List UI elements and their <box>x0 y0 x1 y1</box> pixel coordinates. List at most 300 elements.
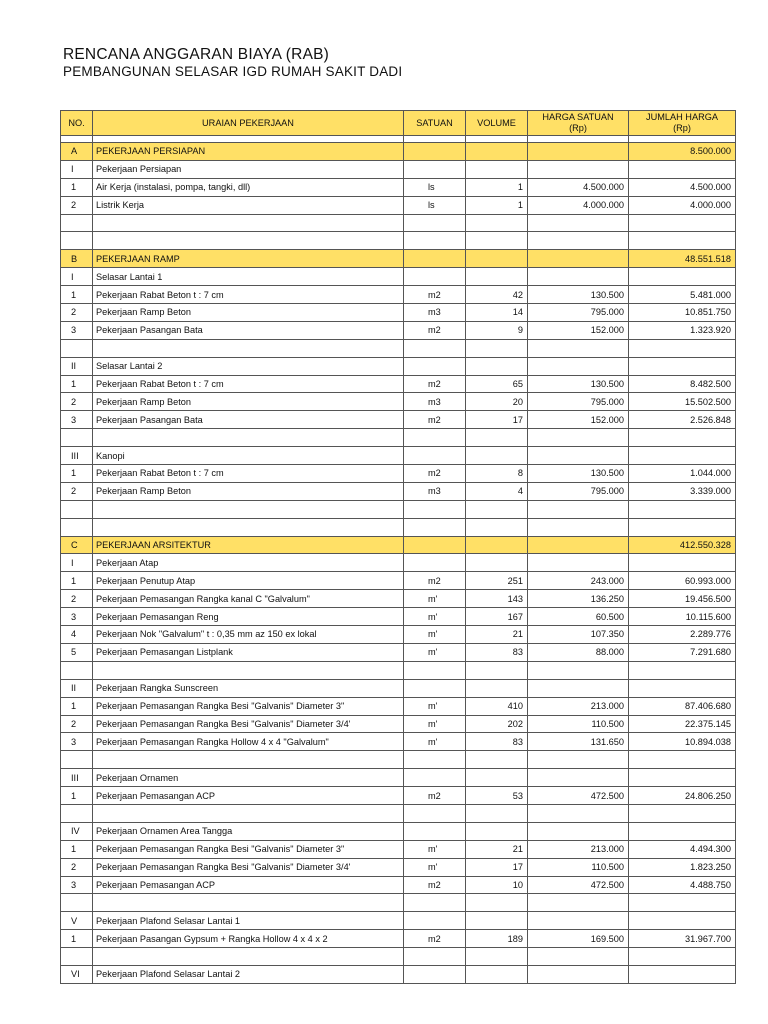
row-description: Pekerjaan Pemasangan Rangka Besi "Galvanis" Diameter 3" <box>93 840 404 858</box>
row-no: 1 <box>61 697 93 715</box>
row-no: 1 <box>61 787 93 805</box>
row-volume: 53 <box>466 787 528 805</box>
row-no <box>61 500 93 518</box>
row-unit: m3 <box>404 482 466 500</box>
group-row <box>61 912 736 930</box>
row-no: 2 <box>61 196 93 214</box>
row-description: Pekerjaan Pemasangan Rangka Besi "Galvanis" Diameter 3/4' <box>93 715 404 733</box>
row-description: PEKERJAAN ARSITEKTUR <box>93 536 404 554</box>
row-volume <box>466 536 528 554</box>
table-row <box>61 321 736 339</box>
row-no: 3 <box>61 411 93 429</box>
table-row <box>61 608 736 626</box>
table-row <box>61 411 736 429</box>
row-unit-price <box>528 912 629 930</box>
row-volume: 42 <box>466 286 528 304</box>
row-unit-price <box>528 536 629 554</box>
table-row <box>61 590 736 608</box>
row-unit-price: 4.000.000 <box>528 196 629 214</box>
row-unit-price <box>528 661 629 679</box>
row-unit: m2 <box>404 572 466 590</box>
row-no <box>61 232 93 250</box>
table-row <box>61 178 736 196</box>
blank-row <box>61 429 736 447</box>
row-unit-price <box>528 339 629 357</box>
row-total: 60.993.000 <box>629 572 736 590</box>
row-total: 1.044.000 <box>629 465 736 483</box>
row-total <box>629 751 736 769</box>
row-unit: m' <box>404 733 466 751</box>
row-description <box>93 894 404 912</box>
blank-row <box>61 751 736 769</box>
blank-row <box>61 339 736 357</box>
row-volume <box>466 214 528 232</box>
row-unit-price <box>528 554 629 572</box>
row-volume: 167 <box>466 608 528 626</box>
row-volume: 83 <box>466 733 528 751</box>
row-volume <box>466 769 528 787</box>
row-no: 4 <box>61 626 93 644</box>
row-total: 19.456.500 <box>629 590 736 608</box>
row-unit-price: 107.350 <box>528 626 629 644</box>
row-unit: m' <box>404 608 466 626</box>
row-description: Pekerjaan Pemasangan ACP <box>93 787 404 805</box>
row-unit: m' <box>404 858 466 876</box>
row-volume: 17 <box>466 411 528 429</box>
row-unit: m2 <box>404 286 466 304</box>
header-jumlah-harga <box>629 111 736 136</box>
header-volume: VOLUME <box>466 111 528 136</box>
row-unit-price <box>528 894 629 912</box>
row-unit-price: 136.250 <box>528 590 629 608</box>
row-no <box>61 751 93 769</box>
row-volume: 14 <box>466 304 528 322</box>
row-unit-price: 130.500 <box>528 375 629 393</box>
row-no <box>61 214 93 232</box>
row-unit-price: 169.500 <box>528 930 629 948</box>
row-volume: 1 <box>466 196 528 214</box>
row-volume <box>466 679 528 697</box>
row-volume <box>466 429 528 447</box>
row-total: 8.500.000 <box>629 143 736 161</box>
row-volume: 83 <box>466 643 528 661</box>
row-no: II <box>61 679 93 697</box>
group-row <box>61 447 736 465</box>
row-no: 5 <box>61 643 93 661</box>
row-unit <box>404 769 466 787</box>
row-unit-price <box>528 518 629 536</box>
row-unit-price <box>528 965 629 983</box>
table-row <box>61 876 736 894</box>
row-unit-price <box>528 769 629 787</box>
row-no: VI <box>61 965 93 983</box>
row-volume <box>466 160 528 178</box>
row-unit <box>404 160 466 178</box>
row-no: B <box>61 250 93 268</box>
row-total <box>629 769 736 787</box>
row-unit <box>404 500 466 518</box>
row-total: 22.375.145 <box>629 715 736 733</box>
row-description <box>93 948 404 966</box>
row-unit: m2 <box>404 930 466 948</box>
row-unit-price: 110.500 <box>528 715 629 733</box>
row-description: Pekerjaan Plafond Selasar Lantai 1 <box>93 912 404 930</box>
row-total: 87.406.680 <box>629 697 736 715</box>
row-no: 1 <box>61 465 93 483</box>
row-total: 15.502.500 <box>629 393 736 411</box>
row-unit <box>404 214 466 232</box>
row-volume: 8 <box>466 465 528 483</box>
row-unit: m' <box>404 715 466 733</box>
group-row <box>61 769 736 787</box>
row-total <box>629 429 736 447</box>
row-description: Pekerjaan Ramp Beton <box>93 482 404 500</box>
row-unit <box>404 751 466 769</box>
row-volume <box>466 143 528 161</box>
row-unit <box>404 536 466 554</box>
section-row <box>61 536 736 554</box>
table-row <box>61 733 736 751</box>
row-total: 2.526.848 <box>629 411 736 429</box>
row-volume: 1 <box>466 178 528 196</box>
row-unit <box>404 232 466 250</box>
row-description: Pekerjaan Rangka Sunscreen <box>93 679 404 697</box>
row-volume <box>466 136 528 143</box>
row-unit-price: 131.650 <box>528 733 629 751</box>
table-row <box>61 626 736 644</box>
row-unit <box>404 554 466 572</box>
blank-row <box>61 214 736 232</box>
row-unit-price <box>528 500 629 518</box>
row-description: Pekerjaan Ornamen Area Tangga <box>93 822 404 840</box>
row-total <box>629 822 736 840</box>
header-jumlah-harga-label: JUMLAH HARGA <box>646 112 718 122</box>
row-description: Pekerjaan Nok "Galvalum" t : 0,35 mm az 150 ex lokal <box>93 626 404 644</box>
table-row <box>61 393 736 411</box>
row-total <box>629 948 736 966</box>
row-volume: 202 <box>466 715 528 733</box>
row-volume: 65 <box>466 375 528 393</box>
row-total <box>629 554 736 572</box>
row-no: 1 <box>61 286 93 304</box>
table-row <box>61 787 736 805</box>
blank-row <box>61 804 736 822</box>
row-unit: m2 <box>404 787 466 805</box>
row-description <box>93 429 404 447</box>
row-total <box>629 136 736 143</box>
row-unit <box>404 357 466 375</box>
row-description: Pekerjaan Pemasangan Rangka kanal C "Galvalum" <box>93 590 404 608</box>
table-row <box>61 304 736 322</box>
row-unit: m' <box>404 626 466 644</box>
row-unit <box>404 804 466 822</box>
row-no: 1 <box>61 930 93 948</box>
group-row <box>61 268 736 286</box>
row-volume <box>466 518 528 536</box>
row-total <box>629 447 736 465</box>
row-volume: 9 <box>466 321 528 339</box>
row-no: 3 <box>61 608 93 626</box>
row-total: 4.000.000 <box>629 196 736 214</box>
row-total <box>629 160 736 178</box>
row-unit-price: 60.500 <box>528 608 629 626</box>
row-no <box>61 948 93 966</box>
blank-row <box>61 948 736 966</box>
table-row <box>61 858 736 876</box>
row-unit-price <box>528 160 629 178</box>
row-total: 10.894.038 <box>629 733 736 751</box>
row-total <box>629 965 736 983</box>
row-unit: m2 <box>404 876 466 894</box>
row-unit <box>404 518 466 536</box>
row-description <box>93 339 404 357</box>
header-jumlah-harga-unit: (Rp) <box>673 123 691 133</box>
row-unit-price: 795.000 <box>528 393 629 411</box>
row-description: Pekerjaan Pemasangan Listplank <box>93 643 404 661</box>
row-total: 48.551.518 <box>629 250 736 268</box>
row-description: Pekerjaan Persiapan <box>93 160 404 178</box>
blank-row <box>61 661 736 679</box>
table-row <box>61 465 736 483</box>
row-unit-price: 130.500 <box>528 465 629 483</box>
row-total <box>629 804 736 822</box>
row-unit: m2 <box>404 321 466 339</box>
row-volume <box>466 661 528 679</box>
row-unit-price: 88.000 <box>528 643 629 661</box>
row-unit <box>404 429 466 447</box>
row-unit-price: 795.000 <box>528 304 629 322</box>
row-volume <box>466 268 528 286</box>
table-row <box>61 375 736 393</box>
group-row <box>61 822 736 840</box>
row-no <box>61 429 93 447</box>
row-unit-price <box>528 268 629 286</box>
row-no: 2 <box>61 590 93 608</box>
table-row <box>61 196 736 214</box>
row-no: 2 <box>61 858 93 876</box>
row-description <box>93 214 404 232</box>
row-volume: 410 <box>466 697 528 715</box>
row-description: Pekerjaan Plafond Selasar Lantai 2 <box>93 965 404 983</box>
row-description: Pekerjaan Pemasangan Reng <box>93 608 404 626</box>
row-unit <box>404 136 466 143</box>
row-no: I <box>61 160 93 178</box>
row-unit-price: 4.500.000 <box>528 178 629 196</box>
row-no: III <box>61 769 93 787</box>
row-unit <box>404 447 466 465</box>
table-row <box>61 840 736 858</box>
row-volume <box>466 500 528 518</box>
row-description: Pekerjaan Pemasangan ACP <box>93 876 404 894</box>
row-volume <box>466 232 528 250</box>
row-unit: m2 <box>404 465 466 483</box>
row-total: 3.339.000 <box>629 482 736 500</box>
row-unit <box>404 250 466 268</box>
row-unit-price <box>528 804 629 822</box>
row-unit-price <box>528 751 629 769</box>
row-total: 2.289.776 <box>629 626 736 644</box>
table-row <box>61 930 736 948</box>
row-no: V <box>61 912 93 930</box>
row-no: 3 <box>61 876 93 894</box>
row-description: Pekerjaan Pasangan Bata <box>93 321 404 339</box>
row-volume <box>466 250 528 268</box>
row-no: I <box>61 268 93 286</box>
row-unit-price: 795.000 <box>528 482 629 500</box>
row-description: Pekerjaan Rabat Beton t : 7 cm <box>93 286 404 304</box>
row-unit: m' <box>404 643 466 661</box>
row-volume <box>466 357 528 375</box>
row-no: III <box>61 447 93 465</box>
row-description: PEKERJAAN RAMP <box>93 250 404 268</box>
row-description: Pekerjaan Ramp Beton <box>93 393 404 411</box>
row-total: 10.115.600 <box>629 608 736 626</box>
row-total: 8.482.500 <box>629 375 736 393</box>
row-description: Pekerjaan Pemasangan Rangka Hollow 4 x 4 "Galvalum" <box>93 733 404 751</box>
row-volume <box>466 894 528 912</box>
document-title: RENCANA ANGGARAN BIAYA (RAB) <box>63 46 330 63</box>
row-no: 2 <box>61 304 93 322</box>
row-volume <box>466 751 528 769</box>
row-volume: 4 <box>466 482 528 500</box>
row-total <box>629 339 736 357</box>
row-unit <box>404 948 466 966</box>
row-no: 1 <box>61 375 93 393</box>
section-row <box>61 143 736 161</box>
row-unit-price: 130.500 <box>528 286 629 304</box>
table-body <box>61 136 736 984</box>
row-unit-price: 472.500 <box>528 876 629 894</box>
row-description <box>93 804 404 822</box>
header-uraian: URAIAN PEKERJAAN <box>93 111 404 136</box>
row-unit <box>404 912 466 930</box>
row-unit-price <box>528 447 629 465</box>
row-unit: m2 <box>404 375 466 393</box>
row-volume: 143 <box>466 590 528 608</box>
row-total: 5.481.000 <box>629 286 736 304</box>
row-unit: m3 <box>404 304 466 322</box>
row-unit: ls <box>404 178 466 196</box>
blank-row <box>61 136 736 143</box>
row-no: 3 <box>61 321 93 339</box>
row-unit-price <box>528 357 629 375</box>
group-row <box>61 554 736 572</box>
row-unit <box>404 661 466 679</box>
row-description <box>93 518 404 536</box>
row-description: Pekerjaan Pemasangan Rangka Besi "Galvanis" Diameter 3" <box>93 697 404 715</box>
row-no: 1 <box>61 840 93 858</box>
row-total: 10.851.750 <box>629 304 736 322</box>
row-no <box>61 339 93 357</box>
header-harga-satuan-label: HARGA SATUAN <box>542 112 614 122</box>
row-no: 1 <box>61 178 93 196</box>
row-description <box>93 661 404 679</box>
row-no: C <box>61 536 93 554</box>
row-volume: 17 <box>466 858 528 876</box>
header-harga-satuan-unit: (Rp) <box>569 123 587 133</box>
row-volume: 21 <box>466 626 528 644</box>
row-total: 1.823.250 <box>629 858 736 876</box>
row-unit: m' <box>404 697 466 715</box>
group-row <box>61 160 736 178</box>
table-row <box>61 482 736 500</box>
row-total <box>629 894 736 912</box>
table-row <box>61 643 736 661</box>
row-description <box>93 751 404 769</box>
group-row <box>61 679 736 697</box>
row-total: 7.291.680 <box>629 643 736 661</box>
row-total: 31.967.700 <box>629 930 736 948</box>
row-volume <box>466 447 528 465</box>
row-unit-price: 243.000 <box>528 572 629 590</box>
row-total <box>629 357 736 375</box>
table-row <box>61 715 736 733</box>
row-volume: 10 <box>466 876 528 894</box>
row-description: PEKERJAAN PERSIAPAN <box>93 143 404 161</box>
row-no: A <box>61 143 93 161</box>
row-volume: 21 <box>466 840 528 858</box>
blank-row <box>61 500 736 518</box>
row-unit-price <box>528 214 629 232</box>
row-description <box>93 232 404 250</box>
row-total <box>629 232 736 250</box>
row-description: Kanopi <box>93 447 404 465</box>
row-description <box>93 136 404 143</box>
row-description: Pekerjaan Rabat Beton t : 7 cm <box>93 375 404 393</box>
row-volume <box>466 339 528 357</box>
row-no: 3 <box>61 733 93 751</box>
blank-row <box>61 894 736 912</box>
row-unit-price: 152.000 <box>528 321 629 339</box>
row-volume: 20 <box>466 393 528 411</box>
row-total <box>629 912 736 930</box>
row-description: Pekerjaan Atap <box>93 554 404 572</box>
row-description: Pekerjaan Penutup Atap <box>93 572 404 590</box>
row-total <box>629 268 736 286</box>
row-no: 2 <box>61 715 93 733</box>
row-unit <box>404 894 466 912</box>
row-volume <box>466 822 528 840</box>
row-no: IV <box>61 822 93 840</box>
row-no <box>61 661 93 679</box>
header-satuan: SATUAN <box>404 111 466 136</box>
row-unit-price <box>528 822 629 840</box>
row-description: Pekerjaan Pemasangan Rangka Besi "Galvanis" Diameter 3/4' <box>93 858 404 876</box>
row-no: 2 <box>61 393 93 411</box>
row-unit-price <box>528 136 629 143</box>
document-subtitle: PEMBANGUNAN SELASAR IGD RUMAH SAKIT DADI <box>63 64 403 79</box>
row-description: Pekerjaan Ornamen <box>93 769 404 787</box>
group-row <box>61 357 736 375</box>
header-no: NO. <box>61 111 93 136</box>
row-unit: m2 <box>404 411 466 429</box>
row-volume <box>466 804 528 822</box>
blank-row <box>61 232 736 250</box>
table-row <box>61 286 736 304</box>
row-volume: 189 <box>466 930 528 948</box>
row-unit <box>404 965 466 983</box>
row-unit-price: 110.500 <box>528 858 629 876</box>
row-description: Pekerjaan Pasangan Bata <box>93 411 404 429</box>
row-unit-price <box>528 948 629 966</box>
row-unit-price: 472.500 <box>528 787 629 805</box>
row-description: Pekerjaan Pasangan Gypsum + Rangka Hollow 4 x 4 x 2 <box>93 930 404 948</box>
row-total <box>629 500 736 518</box>
row-unit-price <box>528 429 629 447</box>
row-unit <box>404 268 466 286</box>
row-no: I <box>61 554 93 572</box>
row-description <box>93 500 404 518</box>
